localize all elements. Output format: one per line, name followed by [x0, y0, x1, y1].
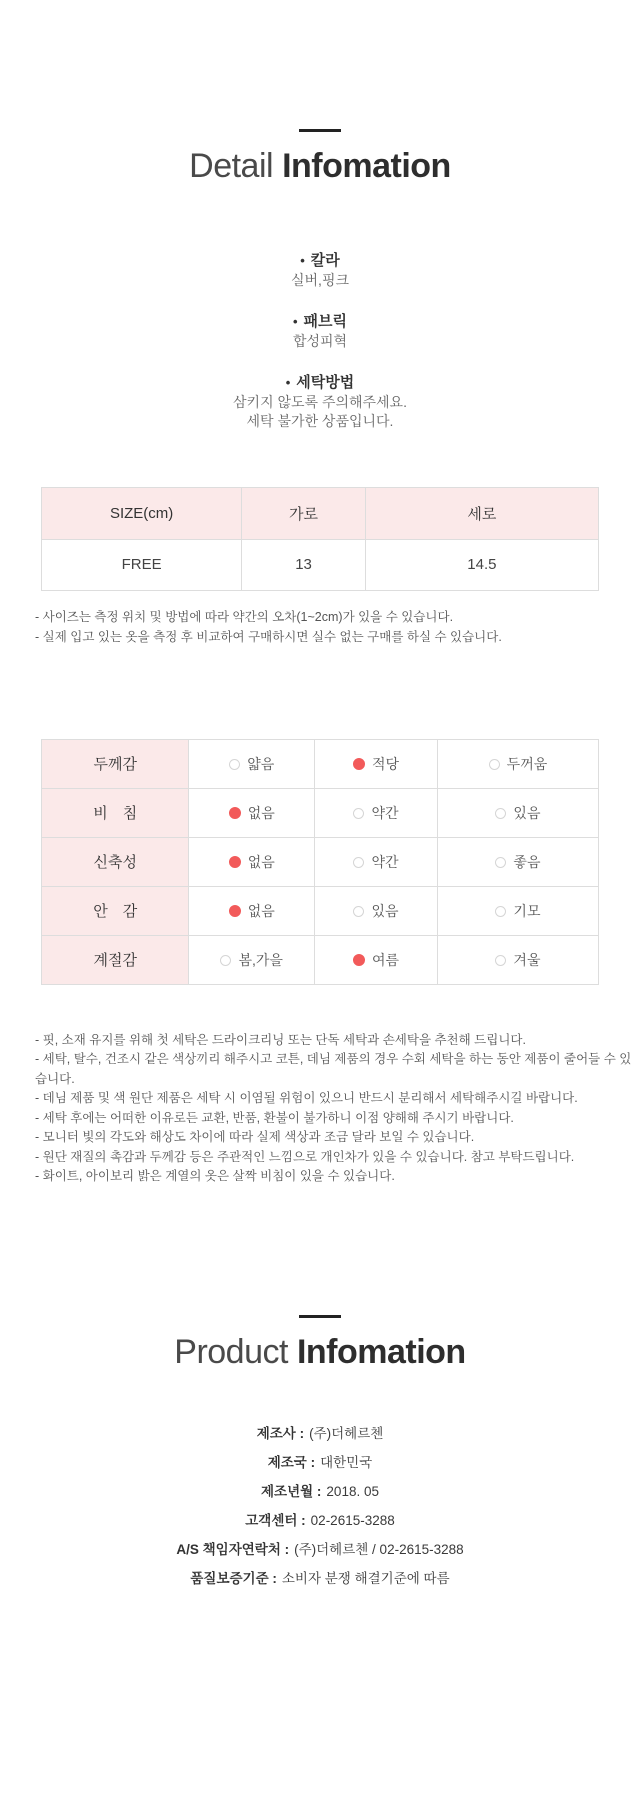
product-info-value: (주)더헤르첸 / 02-2615-3288: [294, 1541, 464, 1557]
care-note-line: - 원단 재질의 촉감과 두께감 등은 주관적인 느낌으로 개인차가 있을 수 있습니다. 참고 부탁드립니다.: [35, 1149, 575, 1164]
attribute-row-season: [42, 935, 599, 984]
product-info-value: 소비자 분쟁 해결기준에 따름: [281, 1570, 450, 1586]
bullet-value-washing-1: 삼키지 않도록 주의해주세요.: [233, 393, 407, 410]
attribute-option-cell[interactable]: [437, 837, 598, 886]
attribute-option-label: 봄,가을: [238, 951, 283, 968]
detail-title-bold: Infomation: [282, 147, 451, 185]
care-note-line: - 모니터 빛의 각도와 해상도 차이에 따라 실제 색상과 조금 달라 보일 수 있습니다.: [35, 1130, 475, 1145]
product-info-warranty: [0, 1564, 640, 1593]
radio-icon[interactable]: [229, 759, 240, 770]
product-info-customer-center: [0, 1506, 640, 1535]
size-table: [41, 487, 599, 591]
product-info-as-contact: [0, 1535, 640, 1564]
radio-icon[interactable]: [495, 808, 506, 819]
care-note-line: - 세탁 후에는 어떠한 이유로든 교환, 반품, 환불이 불가하니 이점 양해해 주시기 바랍니다.: [35, 1110, 514, 1125]
detail-bullet-list: [0, 251, 640, 431]
bullet-label-text: 패브릭: [303, 312, 348, 330]
radio-icon[interactable]: [353, 808, 364, 819]
attribute-option-label: 좋음: [513, 853, 541, 870]
detail-title-light: Detail: [189, 147, 274, 185]
size-notes: [35, 607, 640, 647]
size-note-line: - 실제 입고 있는 옷을 측정 후 비교하여 구매하시면 실수 없는 구매를 하실 수 있습니다.: [35, 629, 502, 644]
bullet-group-washing: [0, 373, 640, 431]
attribute-option-label: 약간: [371, 804, 399, 821]
attribute-option-cell[interactable]: [437, 935, 598, 984]
bullet-label-color: [0, 251, 640, 271]
product-info-date: [0, 1477, 640, 1506]
product-info-label: A/S 책임자연락처 :: [176, 1541, 290, 1557]
attribute-option-cell[interactable]: [189, 886, 315, 935]
attribute-row-lining: [42, 886, 599, 935]
size-cell-width: 13: [242, 539, 366, 590]
care-note-line: - 화이트, 아이보리 밝은 계열의 옷은 살짝 비침이 있을 수 있습니다.: [35, 1169, 395, 1184]
attribute-row-elasticity: [42, 837, 599, 886]
bullet-label-fabric: [0, 312, 640, 332]
bullet-label-text: 세탁방법: [296, 373, 355, 391]
product-info-list: [0, 1419, 640, 1593]
product-info-label: 제조사 :: [256, 1425, 305, 1441]
product-title-light: Product: [174, 1332, 288, 1371]
radio-icon[interactable]: [495, 857, 506, 868]
product-section-title: [0, 1332, 640, 1373]
attribute-option-label: 없음: [247, 853, 275, 870]
radio-icon[interactable]: [489, 759, 500, 770]
bullet-label-text: 칼라: [310, 251, 340, 269]
attribute-option-label: 여름: [371, 951, 399, 968]
attribute-label: 계절감: [42, 935, 189, 984]
attribute-label: 비 침: [42, 788, 189, 837]
attribute-label: 신축성: [42, 837, 189, 886]
care-note-line: - 세탁, 탈수, 건조시 같은 색상끼리 해주시고 코튼, 데님 제품의 경우 수회 세탁을 하는 동안 제품이 줄어들 수 있습니다.: [35, 1052, 632, 1086]
radio-icon[interactable]: [353, 906, 364, 917]
product-info-manufacturer: [0, 1419, 640, 1448]
attribute-option-cell[interactable]: [437, 886, 598, 935]
radio-icon[interactable]: [229, 856, 241, 868]
radio-icon[interactable]: [353, 954, 365, 966]
bullet-icon: •: [292, 313, 298, 329]
product-info-country: [0, 1448, 640, 1477]
bullet-icon: •: [300, 252, 305, 268]
product-info-label: 고객센터 :: [245, 1512, 306, 1528]
size-note-line: - 사이즈는 측정 위치 및 방법에 따라 약간의 오차(1~2cm)가 있을 수 있습니다.: [35, 609, 454, 624]
radio-icon[interactable]: [353, 857, 364, 868]
bullet-value-color: 실버,핑크: [291, 271, 349, 288]
bullet-icon: •: [285, 374, 291, 390]
attribute-option-cell[interactable]: [315, 739, 438, 788]
care-note-line: - 데님 제품 및 색 원단 제품은 세탁 시 이염될 위험이 있으니 반드시 분리해서 세탁해주시길 바랍니다.: [35, 1091, 578, 1106]
attribute-option-cell[interactable]: [437, 739, 598, 788]
size-header-width: 가로: [242, 487, 366, 539]
attribute-label: 안 감: [42, 886, 189, 935]
radio-icon[interactable]: [495, 955, 506, 966]
attribute-option-cell[interactable]: [189, 739, 315, 788]
product-info-value: 대한민국: [320, 1454, 373, 1470]
attribute-option-cell[interactable]: [437, 788, 598, 837]
product-info-value: 02-2615-3288: [310, 1512, 395, 1528]
size-header-size: SIZE(cm): [42, 487, 242, 539]
attribute-row-thickness: [42, 739, 599, 788]
attribute-option-cell[interactable]: [315, 837, 438, 886]
radio-icon[interactable]: [229, 807, 241, 819]
attribute-option-label: 약간: [371, 853, 399, 870]
attribute-option-label: 적당: [371, 755, 399, 772]
attribute-option-label: 없음: [247, 804, 275, 821]
attribute-option-cell[interactable]: [315, 935, 438, 984]
bullet-value-fabric: 합성피혁: [292, 332, 348, 349]
bullet-group-fabric: [0, 312, 640, 351]
attribute-option-cell[interactable]: [189, 788, 315, 837]
attribute-option-cell[interactable]: [189, 935, 315, 984]
size-table-header-row: [42, 487, 599, 539]
attribute-option-cell[interactable]: [189, 837, 315, 886]
attribute-option-label: 기모: [513, 902, 541, 919]
attribute-option-label: 얇음: [247, 755, 275, 772]
product-info-label: 품질보증기준 :: [190, 1570, 277, 1586]
attribute-option-cell[interactable]: [315, 886, 438, 935]
attribute-option-label: 있음: [371, 902, 399, 919]
attribute-row-sheerness: [42, 788, 599, 837]
size-cell-height: 14.5: [365, 539, 598, 590]
size-table-data-row: [42, 539, 599, 590]
care-note-line: - 핏, 소재 유지를 위해 첫 세탁은 드라이크리닝 또는 단독 세탁과 손세탁을 추천해 드립니다.: [35, 1032, 526, 1047]
product-info-value: (주)더헤르첸: [309, 1425, 384, 1441]
detail-section-title: [0, 146, 640, 187]
attribute-table: [41, 739, 599, 985]
product-info-label: 제조국 :: [267, 1454, 316, 1470]
bullet-value-washing-2: 세탁 불가한 상품입니다.: [246, 412, 394, 429]
attribute-option-label: 있음: [513, 804, 541, 821]
attribute-label: 두께감: [42, 739, 189, 788]
attribute-option-label: 겨울: [513, 951, 541, 968]
product-info-value: 2018. 05: [326, 1483, 379, 1499]
attribute-option-cell[interactable]: [315, 788, 438, 837]
radio-icon[interactable]: [353, 758, 365, 770]
attribute-option-label: 없음: [247, 902, 275, 919]
attribute-option-label: 두꺼움: [506, 755, 548, 772]
product-title-bold: Infomation: [296, 1332, 466, 1371]
bullet-group-color: [0, 251, 640, 290]
radio-icon[interactable]: [220, 955, 231, 966]
detail-section-divider: [299, 129, 341, 132]
size-header-height: 세로: [365, 487, 598, 539]
radio-icon[interactable]: [495, 906, 506, 917]
care-notes: [35, 1031, 640, 1187]
size-cell-free: FREE: [42, 539, 242, 590]
product-info-label: 제조년월 :: [261, 1483, 322, 1499]
bullet-label-washing: [0, 373, 640, 393]
product-section-divider: [299, 1315, 341, 1318]
radio-icon[interactable]: [229, 905, 241, 917]
